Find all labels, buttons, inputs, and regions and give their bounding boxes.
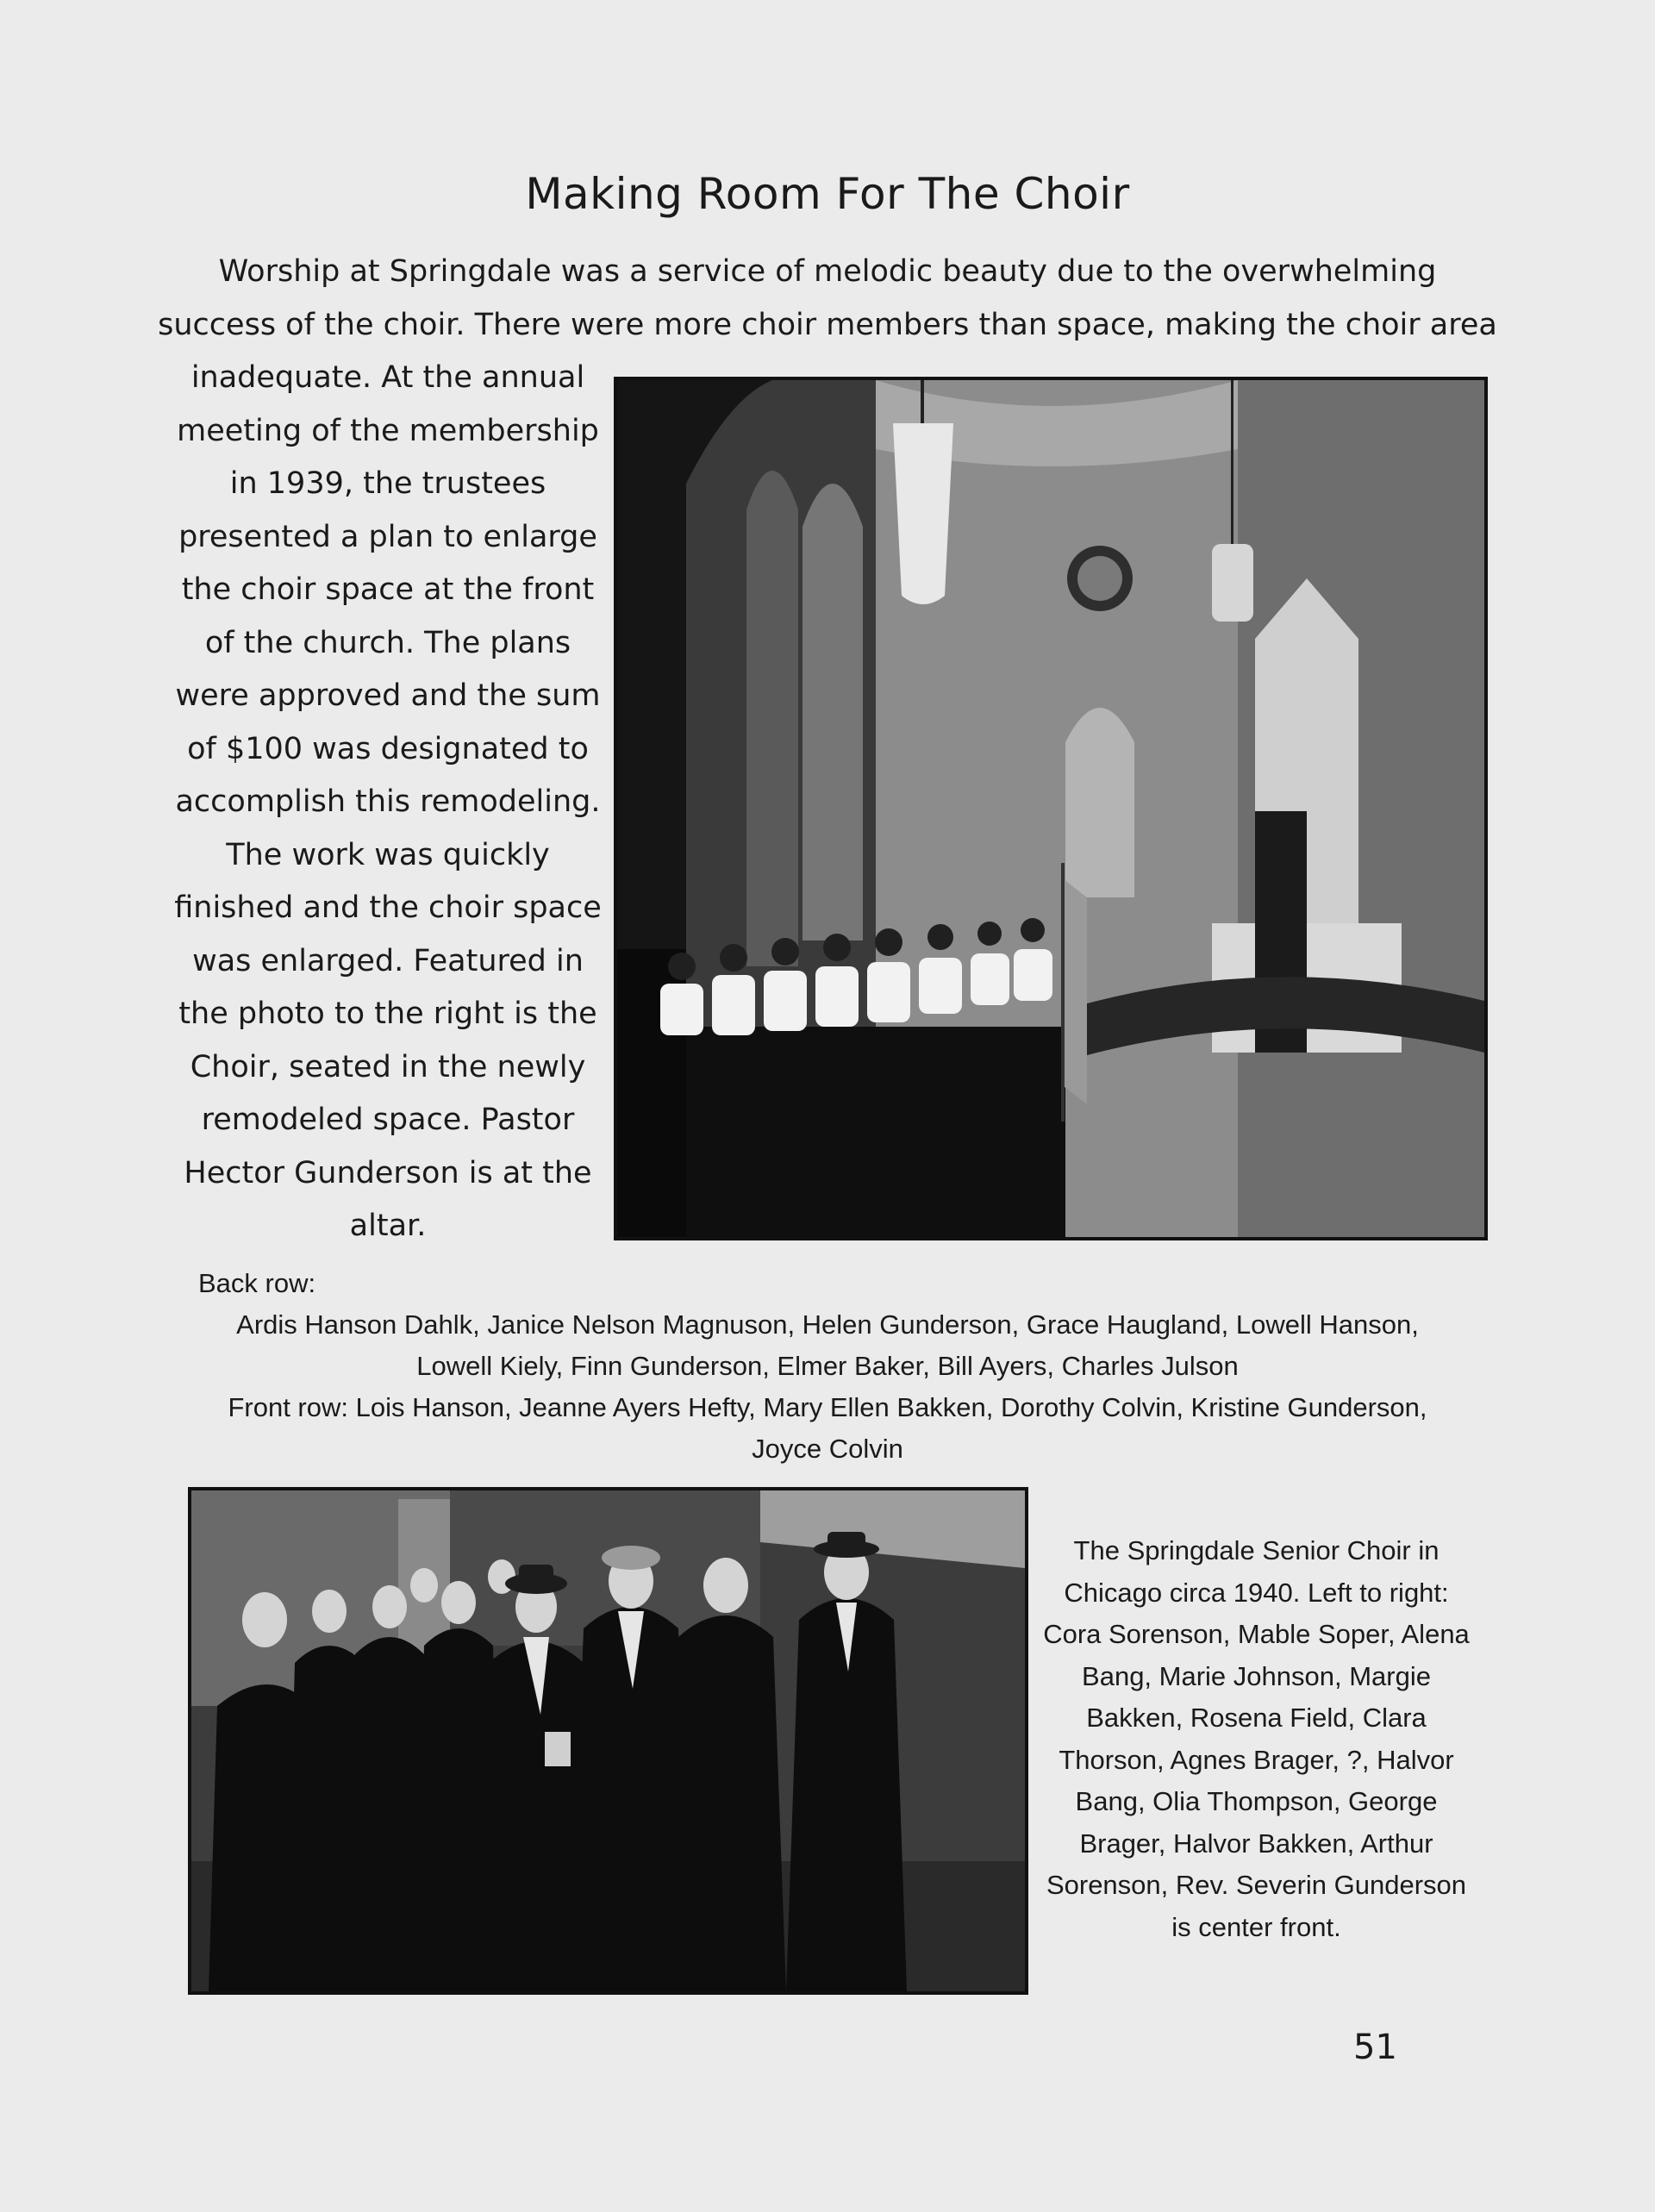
side-text: inadequate. At the annual meeting of the membership in 1939, the trustees presented a plan to enlarge the choir space at the front of the church. The plans were approved and the sum of $100 was designated to accomplish this remodeling. The work was quickly finished and the choir space was enlarged. Featured in the photo to the right is the Choir, seated in the newly remodeled space. Pastor Hector Gunderson is at the altar. [174, 360, 602, 1243]
page-number: 51 [1353, 2028, 1397, 2067]
choir-photo-caption [198, 1263, 1457, 1470]
intro-paragraph: Worship at Springdale was a service of melodic beauty due to the overwhelming success of the choir. There were more choir members than space, making the choir area [158, 254, 1497, 342]
choir-church-photo [614, 377, 1488, 1240]
senior-choir-chicago-photo [188, 1487, 1028, 1995]
front-row-names: Front row: Lois Hanson, Jeanne Ayers Hefty, Mary Ellen Bakken, Dorothy Colvin, Kristine Gunderson, Joyce Colvin [228, 1392, 1427, 1464]
back-row-names: Ardis Hanson Dahlk, Janice Nelson Magnuson, Helen Gunderson, Grace Haugland, Lowell Hanson, Lowell Kiely, Finn Gunderson, Elmer Baker, Bill Ayers, Charles Julson [236, 1309, 1419, 1381]
page-title: Making Room For The Choir [525, 169, 1130, 219]
back-row-label: Back row: [198, 1268, 316, 1298]
senior-choir-caption: The Springdale Senior Choir in Chicago circa 1940. Left to right: Cora Sorenson, Mable Soper, Alena Bang, Marie Johnson, Margie Bakken, Rosena Field, Clara Thorson, Agnes Brager, ?, Halvor Bang, Olia Thompson, George Brager, Halvor Bakken, Arthur Sorenson, Rev. Severin Gunderson is center front. [1043, 1535, 1470, 1942]
